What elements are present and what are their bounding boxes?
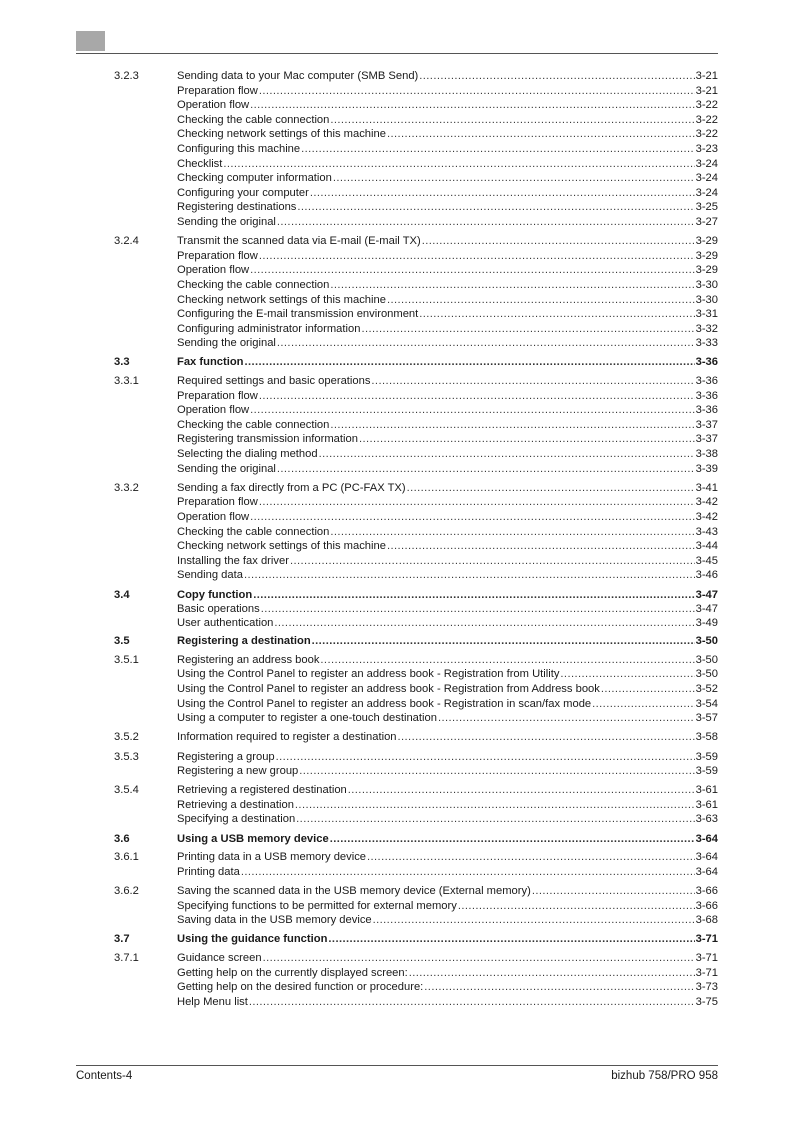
dot-leader <box>277 462 695 477</box>
toc-page-number[interactable]: 3-71 <box>695 952 718 964</box>
dot-leader <box>296 812 694 827</box>
dot-leader <box>422 234 695 249</box>
toc-entry[interactable] <box>76 215 718 230</box>
dot-leader <box>398 730 695 745</box>
header-divider <box>76 53 718 54</box>
toc-page-number[interactable]: 3-43 <box>695 525 718 538</box>
toc-entry-title[interactable]: Configuring your computer <box>177 186 309 199</box>
toc-page-number[interactable]: 3-49 <box>695 616 718 629</box>
toc-entry[interactable] <box>76 995 718 1010</box>
toc-entry-title[interactable]: Copy function <box>177 588 253 601</box>
header-tab-marker <box>76 31 105 51</box>
toc-page-number[interactable]: 3-66 <box>695 885 718 898</box>
toc-page-number[interactable]: 3-63 <box>695 813 718 826</box>
toc-page-number[interactable]: 3-24 <box>695 172 718 185</box>
dot-leader <box>387 539 695 554</box>
dot-leader <box>601 682 695 697</box>
dot-leader <box>532 884 695 899</box>
toc-entry-title[interactable]: Saving data in the USB memory device <box>177 914 372 927</box>
toc-entry-title[interactable]: Saving the scanned data in the USB memory device (External memory) <box>177 885 531 898</box>
toc-entry[interactable] <box>76 932 718 946</box>
toc-entry[interactable] <box>76 186 718 201</box>
toc-entry[interactable] <box>76 832 718 846</box>
dot-leader <box>371 374 694 389</box>
toc-page-number[interactable]: 3-39 <box>695 462 718 475</box>
toc-section-number: 3.5.3 <box>114 750 139 763</box>
toc-section-3-3 <box>76 355 718 369</box>
toc-section-number: 3.7 <box>114 933 130 946</box>
toc-section-number: 3.6.2 <box>114 885 139 898</box>
toc-entry-title[interactable]: Sending the original <box>177 337 276 350</box>
toc-section-3-6-2 <box>76 884 718 928</box>
toc-page-number[interactable]: 3-50 <box>695 653 718 666</box>
toc-entry-title[interactable]: Information required to register a destination <box>177 731 397 744</box>
dot-leader <box>419 307 694 322</box>
toc-entry-title[interactable]: Checking the cable connection <box>177 113 330 126</box>
dot-leader <box>387 127 695 142</box>
toc-page-number[interactable]: 3-54 <box>695 697 718 710</box>
toc-page-number[interactable]: 3-37 <box>695 418 718 431</box>
dot-leader <box>299 764 694 779</box>
toc-entry-title[interactable]: Checklist <box>177 157 223 170</box>
dot-leader <box>361 322 694 337</box>
dot-leader <box>438 711 695 726</box>
dot-leader <box>245 355 695 369</box>
dot-leader <box>330 278 694 293</box>
toc-page-number[interactable]: 3-22 <box>695 128 718 141</box>
toc-entry-title[interactable]: Using the guidance function <box>177 933 328 946</box>
dot-leader <box>424 980 694 995</box>
toc-entry-title[interactable]: Configuring this machine <box>177 142 301 155</box>
dot-leader <box>330 525 694 540</box>
toc-page-number[interactable]: 3-24 <box>695 157 718 170</box>
dot-leader <box>277 215 695 230</box>
toc-entry-title[interactable]: Configuring the E-mail transmission environment <box>177 308 419 321</box>
toc-entry[interactable] <box>76 495 718 510</box>
toc-page-number[interactable]: 3-37 <box>695 433 718 446</box>
dot-leader <box>250 263 694 278</box>
toc-section-3-7 <box>76 932 718 946</box>
toc-page-number[interactable]: 3-21 <box>695 70 718 82</box>
toc-page-number[interactable]: 3-61 <box>695 798 718 811</box>
toc-entry[interactable] <box>76 730 718 745</box>
dot-leader <box>592 697 694 712</box>
toc-entry-title[interactable]: Basic operations <box>177 602 260 615</box>
toc-entry[interactable] <box>76 568 718 583</box>
toc-entry-title[interactable]: Checking network settings of this machine <box>177 293 386 306</box>
toc-entry[interactable] <box>76 234 718 249</box>
toc-section-3-7-1 <box>76 951 718 1009</box>
toc-entry[interactable] <box>76 69 718 84</box>
toc-entry[interactable] <box>76 750 718 765</box>
dot-leader <box>297 200 694 215</box>
toc-page-number[interactable]: 3-22 <box>695 99 718 112</box>
dot-leader <box>310 186 695 201</box>
toc-entry[interactable] <box>76 263 718 278</box>
toc-page-number[interactable]: 3-24 <box>695 186 718 199</box>
toc-page-number[interactable]: 3-71 <box>695 933 718 946</box>
dot-leader <box>330 832 695 846</box>
toc-section-number: 3.2.3 <box>114 70 139 82</box>
toc-entry-title[interactable]: Registering destinations <box>177 201 297 214</box>
toc-entry[interactable] <box>76 113 718 128</box>
toc-entry-title[interactable]: Getting help on the currently displayed screen: <box>177 966 408 979</box>
toc-entry[interactable] <box>76 336 718 351</box>
toc-entry[interactable] <box>76 98 718 113</box>
toc-section-number: 3.6 <box>114 832 130 845</box>
dot-leader <box>261 602 695 616</box>
toc-page-number[interactable]: 3-32 <box>695 322 718 335</box>
toc-entry[interactable] <box>76 913 718 928</box>
toc-page-number[interactable]: 3-66 <box>695 899 718 912</box>
toc-entry[interactable] <box>76 462 718 477</box>
dot-leader <box>249 995 695 1010</box>
toc-entry-title[interactable]: Registering transmission information <box>177 433 358 446</box>
toc-entry-title[interactable]: Checking the cable connection <box>177 418 330 431</box>
toc-entry[interactable] <box>76 510 718 525</box>
toc-page-number[interactable]: 3-42 <box>695 511 718 523</box>
toc-section-3-5-1 <box>76 653 718 726</box>
toc-entry-title[interactable]: Checking the cable connection <box>177 525 330 538</box>
toc-entry[interactable] <box>76 653 718 668</box>
toc-page-number[interactable]: 3-75 <box>695 995 718 1008</box>
toc-entry[interactable] <box>76 171 718 186</box>
footer-product-name: bizhub 758/PRO 958 <box>611 1070 718 1082</box>
dot-leader <box>330 113 694 128</box>
toc-section-number: 3.5.1 <box>114 653 139 666</box>
dot-leader <box>290 554 695 569</box>
dot-leader <box>301 142 694 157</box>
toc-section-number: 3.5 <box>114 635 130 648</box>
toc-entry[interactable] <box>76 200 718 215</box>
toc-section-number: 3.3 <box>114 356 130 369</box>
toc-section-3-5 <box>76 634 718 648</box>
toc-entry-title[interactable]: Preparation flow <box>177 496 258 509</box>
dot-leader <box>259 389 695 404</box>
toc-page-number[interactable]: 3-44 <box>695 540 718 553</box>
toc-entry-title[interactable]: Preparation flow <box>177 249 258 262</box>
toc-entry[interactable] <box>76 355 718 369</box>
toc-page-number[interactable]: 3-47 <box>695 588 718 601</box>
toc-entry[interactable] <box>76 667 718 682</box>
toc-entry[interactable] <box>76 278 718 293</box>
toc-entry[interactable] <box>76 588 718 602</box>
toc-page-number[interactable]: 3-59 <box>695 750 718 763</box>
toc-entry-title[interactable]: Specifying a destination <box>177 813 296 826</box>
toc-entry[interactable] <box>76 798 718 813</box>
toc-entry[interactable] <box>76 899 718 914</box>
dot-leader <box>241 865 695 880</box>
toc-page-number[interactable]: 3-45 <box>695 554 718 567</box>
dot-leader <box>458 899 695 914</box>
toc-section-3-3-2 <box>76 481 718 583</box>
toc-entry-title[interactable]: User authentication <box>177 616 274 629</box>
toc-entry-title[interactable]: Registering a new group <box>177 765 299 778</box>
footer-page-label: Contents-4 <box>76 1070 133 1082</box>
toc-page-number[interactable]: 3-57 <box>695 712 718 725</box>
toc-section-3-5-2 <box>76 730 718 745</box>
toc-entry-title[interactable]: Sending data <box>177 569 243 582</box>
dot-leader <box>409 966 695 981</box>
toc-section-number: 3.6.1 <box>114 851 139 864</box>
toc-entry[interactable] <box>76 602 718 616</box>
toc-entry[interactable] <box>76 525 718 540</box>
toc-entry-title[interactable]: Retrieving a destination <box>177 798 294 811</box>
toc-page-number[interactable]: 3-68 <box>695 914 718 927</box>
toc-section-3-5-3 <box>76 750 718 779</box>
toc-section-number: 3.5.4 <box>114 784 139 797</box>
toc-entry[interactable] <box>76 764 718 779</box>
toc-entry[interactable] <box>76 481 718 496</box>
dot-leader <box>359 432 695 447</box>
toc-page-number[interactable]: 3-73 <box>695 981 718 994</box>
toc-entry-title[interactable]: Registering an address book <box>177 653 320 666</box>
toc-section-3-2-4 <box>76 234 718 351</box>
dot-leader <box>320 653 694 668</box>
toc-page-number[interactable]: 3-27 <box>695 215 718 228</box>
toc-entry[interactable] <box>76 539 718 554</box>
toc-section-3-2-3 <box>76 69 718 230</box>
toc-section-number: 3.5.2 <box>114 731 139 744</box>
toc-page-number[interactable]: 3-30 <box>695 278 718 291</box>
toc-entry[interactable] <box>76 980 718 995</box>
toc-entry-title[interactable]: Checking network settings of this machine <box>177 128 386 141</box>
toc-entry-title[interactable]: Required settings and basic operations <box>177 375 371 388</box>
toc-section-3-6 <box>76 832 718 846</box>
dot-leader <box>348 783 695 798</box>
footer-divider <box>76 1065 718 1066</box>
toc-entry[interactable] <box>76 884 718 899</box>
toc-entry[interactable] <box>76 447 718 462</box>
dot-leader <box>328 932 694 946</box>
toc-entry-title[interactable]: Using the Control Panel to register an address book - Registration in scan/fax mode <box>177 697 592 710</box>
dot-leader <box>277 336 695 351</box>
toc-entry-title[interactable]: Specifying functions to be permitted for external memory <box>177 899 457 912</box>
toc-section-3-6-1 <box>76 850 718 879</box>
toc-page-number[interactable]: 3-64 <box>695 851 718 864</box>
toc-page-number[interactable]: 3-58 <box>695 731 718 744</box>
toc-entry-title[interactable]: Configuring administrator information <box>177 322 361 335</box>
toc-page-number[interactable]: 3-36 <box>695 404 718 417</box>
toc-entry-title[interactable]: Sending data to your Mac computer (SMB Send) <box>177 70 419 82</box>
toc-section-number: 3.3.2 <box>114 481 139 494</box>
dot-leader <box>250 98 694 113</box>
toc-page-number[interactable]: 3-29 <box>695 249 718 262</box>
dot-leader <box>259 495 695 510</box>
dot-leader <box>244 568 695 583</box>
toc-entry[interactable] <box>76 634 718 648</box>
toc-entry-title[interactable]: Registering a destination <box>177 635 311 648</box>
toc-page-number[interactable]: 3-61 <box>695 784 718 797</box>
toc-page-number[interactable]: 3-38 <box>695 448 718 461</box>
toc-page-number[interactable]: 3-59 <box>695 765 718 778</box>
toc-entry-title[interactable]: Selecting the dialing method <box>177 448 318 461</box>
table-of-contents <box>76 69 718 1014</box>
toc-entry-title[interactable]: Guidance screen <box>177 952 262 964</box>
dot-leader <box>259 84 695 99</box>
toc-entry-title[interactable]: Printing data in a USB memory device <box>177 851 367 864</box>
toc-page-number[interactable]: 3-29 <box>695 235 718 248</box>
dot-leader <box>274 616 694 630</box>
toc-entry[interactable] <box>76 142 718 157</box>
toc-page-number[interactable]: 3-36 <box>695 389 718 402</box>
toc-entry-title[interactable]: Fax function <box>177 356 244 369</box>
toc-entry-title[interactable]: Help Menu list <box>177 995 248 1008</box>
toc-entry-title[interactable]: Using a USB memory device <box>177 832 329 845</box>
toc-entry[interactable] <box>76 403 718 418</box>
dot-leader <box>312 634 695 648</box>
toc-entry[interactable] <box>76 432 718 447</box>
dot-leader <box>250 403 694 418</box>
toc-section-number: 3.3.1 <box>114 375 139 388</box>
toc-entry-title[interactable]: Registering a group <box>177 750 275 763</box>
toc-entry[interactable] <box>76 865 718 880</box>
toc-page-number[interactable]: 3-22 <box>695 113 718 126</box>
toc-entry[interactable] <box>76 951 718 966</box>
toc-entry-title[interactable]: Retrieving a registered destination <box>177 784 347 797</box>
dot-leader <box>387 293 695 308</box>
toc-page-number[interactable]: 3-46 <box>695 569 718 582</box>
toc-page-number[interactable]: 3-42 <box>695 496 718 509</box>
toc-page-number[interactable]: 3-25 <box>695 201 718 214</box>
toc-section-3-5-4 <box>76 783 718 827</box>
toc-entry-title[interactable]: Using the Control Panel to register an address book - Registration from Address book <box>177 682 600 695</box>
toc-page-number[interactable]: 3-64 <box>695 865 718 878</box>
toc-page-number[interactable]: 3-50 <box>695 668 718 681</box>
toc-entry[interactable] <box>76 616 718 630</box>
dot-leader <box>259 249 695 264</box>
toc-entry-title[interactable]: Operation flow <box>177 511 250 523</box>
dot-leader <box>367 850 695 865</box>
toc-page-number[interactable]: 3-36 <box>695 356 718 369</box>
dot-leader <box>319 447 695 462</box>
toc-entry-title[interactable]: Sending the original <box>177 215 276 228</box>
toc-entry[interactable] <box>76 850 718 865</box>
toc-entry[interactable] <box>76 389 718 404</box>
toc-page-number[interactable]: 3-52 <box>695 682 718 695</box>
toc-entry-title[interactable]: Installing the fax driver <box>177 554 289 567</box>
dot-leader <box>223 157 694 172</box>
toc-section-3-3-1 <box>76 374 718 476</box>
toc-entry-title[interactable]: Checking network settings of this machine <box>177 540 386 553</box>
toc-section-number: 3.2.4 <box>114 235 139 248</box>
toc-section-3-4 <box>76 588 718 630</box>
toc-entry[interactable] <box>76 966 718 981</box>
toc-entry[interactable] <box>76 418 718 433</box>
dot-leader <box>263 951 695 966</box>
toc-page-number[interactable]: 3-30 <box>695 293 718 306</box>
dot-leader <box>276 750 695 765</box>
toc-entry-title[interactable]: Operation flow <box>177 99 250 112</box>
toc-page-number[interactable]: 3-50 <box>695 635 718 648</box>
toc-page-number[interactable]: 3-41 <box>695 481 718 494</box>
toc-section-number: 3.7.1 <box>114 952 139 964</box>
toc-entry-title[interactable]: Sending the original <box>177 462 276 475</box>
dot-leader <box>253 588 694 602</box>
toc-entry-title[interactable]: Using the Control Panel to register an address book - Registration from Utility <box>177 668 560 681</box>
dot-leader <box>250 510 694 525</box>
toc-page-number[interactable]: 3-21 <box>695 84 718 97</box>
toc-entry[interactable] <box>76 812 718 827</box>
toc-entry[interactable] <box>76 697 718 712</box>
toc-page-number[interactable]: 3-71 <box>695 966 718 979</box>
toc-entry-title[interactable]: Checking computer information <box>177 172 332 185</box>
toc-entry[interactable] <box>76 711 718 726</box>
toc-entry[interactable] <box>76 84 718 99</box>
toc-entry-title[interactable]: Printing data <box>177 865 240 878</box>
toc-entry[interactable] <box>76 127 718 142</box>
toc-entry[interactable] <box>76 157 718 172</box>
dot-leader <box>330 418 694 433</box>
toc-entry-title[interactable]: Sending a fax directly from a PC (PC-FAX TX) <box>177 481 406 494</box>
toc-page-number[interactable]: 3-33 <box>695 337 718 350</box>
dot-leader <box>419 69 694 84</box>
dot-leader <box>560 667 694 682</box>
toc-entry-title[interactable]: Checking the cable connection <box>177 278 330 291</box>
toc-entry[interactable] <box>76 249 718 264</box>
toc-page-number[interactable]: 3-36 <box>695 375 718 388</box>
toc-entry-title[interactable]: Operation flow <box>177 404 250 417</box>
toc-entry[interactable] <box>76 682 718 697</box>
dot-leader <box>333 171 695 186</box>
toc-entry-title[interactable]: Using a computer to register a one-touch destination <box>177 712 437 725</box>
dot-leader <box>373 913 695 928</box>
toc-page-number[interactable]: 3-23 <box>695 142 718 155</box>
toc-entry[interactable] <box>76 293 718 308</box>
toc-entry[interactable] <box>76 783 718 798</box>
toc-entry-title[interactable]: Transmit the scanned data via E-mail (E-mail TX) <box>177 235 421 248</box>
toc-entry[interactable] <box>76 307 718 322</box>
toc-page-number[interactable]: 3-47 <box>695 602 718 615</box>
toc-entry-title[interactable]: Preparation flow <box>177 389 258 402</box>
toc-entry-title[interactable]: Getting help on the desired function or procedure: <box>177 981 424 994</box>
toc-page-number[interactable]: 3-31 <box>695 308 718 321</box>
toc-entry[interactable] <box>76 322 718 337</box>
toc-entry[interactable] <box>76 554 718 569</box>
toc-page-number[interactable]: 3-29 <box>695 264 718 277</box>
toc-entry-title[interactable]: Preparation flow <box>177 84 258 97</box>
dot-leader <box>407 481 695 496</box>
dot-leader <box>295 798 695 813</box>
toc-entry[interactable] <box>76 374 718 389</box>
toc-section-number: 3.4 <box>114 588 130 601</box>
toc-page-number[interactable]: 3-64 <box>695 832 718 845</box>
toc-entry-title[interactable]: Operation flow <box>177 264 250 277</box>
